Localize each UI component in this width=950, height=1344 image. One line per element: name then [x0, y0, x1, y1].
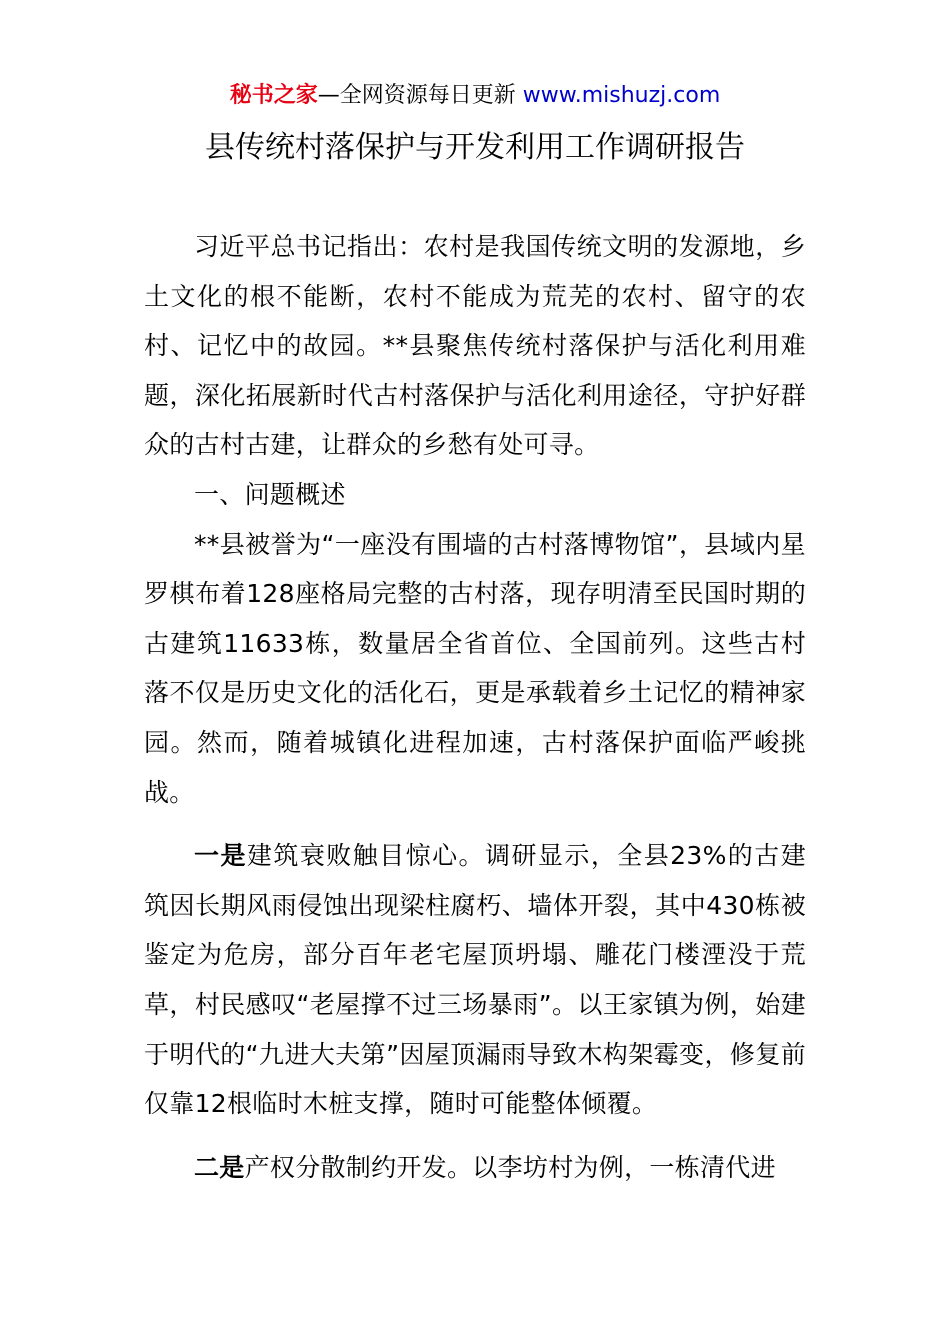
intro-paragraph: 习近平总书记指出：农村是我国传统文明的发源地，乡土文化的根不能断，农村不能成为荒芜的农村、留守的农村、记忆中的故园。**县聚焦传统村落保护与活化利用难题，深化拓展新时代古村落保护与活化利用途径，守护好群众的古村古建，让群众的乡愁有处可寻。 — [144, 232, 806, 460]
site-url[interactable]: www.mishuzj.com — [522, 83, 721, 108]
brand-name: 秘书之家 — [229, 83, 318, 108]
point-one-lead: 一是 — [194, 841, 247, 871]
point-one-text: 建筑衰败触目惊心。调研显示，全县23%的古建筑因长期风雨侵蚀出现梁柱腐朽、墙体开裂，其中430栋被鉴定为危房，部分百年老宅屋顶坍塌、雕花门楼湮没于荒草，村民感叹“老屋撑不过三场暴雨”。以王家镇为例，始建于明代的“九进大夫第”因屋顶漏雨导致木构架霉变，修复前仅靠12根临时木桩支撑，随时可能整体倾覆。 — [144, 841, 807, 1119]
point-two-text: 产权分散制约开发。以李坊村为例，一栋清代进 — [244, 1152, 776, 1182]
section-heading: 一、问题概述 — [194, 479, 346, 509]
document-title: 县传统村落保护与开发利用工作调研报告 — [205, 130, 745, 165]
point-two-lead: 二是 — [194, 1152, 245, 1182]
document-body — [144, 222, 806, 1192]
point-one-paragraph — [144, 831, 806, 1129]
site-header — [0, 80, 950, 112]
overview-paragraph: **县被誉为“一座没有围墙的古村落博物馆”，县域内星罗棋布着128座格局完整的古村落，现存明清至民国时期的古建筑11633栋，数量居全省首位、全国前列。这些古村落不仅是历史文化的活化石，更是承载着乡土记忆的精神家园。然而，随着城镇化进程加速，古村落保护面临严峻挑战。 — [144, 529, 806, 807]
point-two-paragraph — [144, 1143, 806, 1193]
header-slogan: —全网资源每日更新 — [317, 83, 516, 108]
